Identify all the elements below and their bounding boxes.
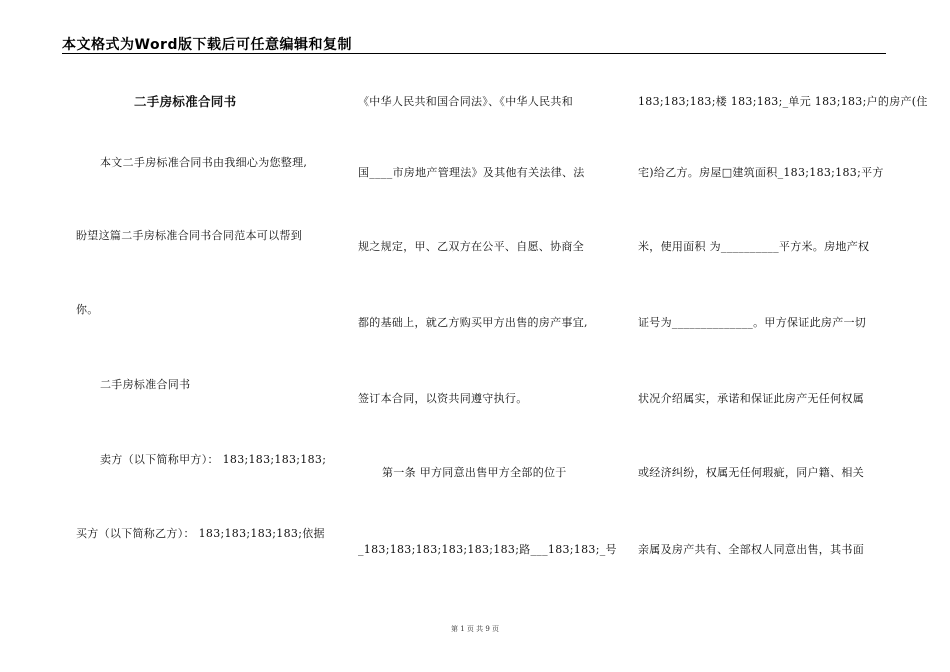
text-line: 本文二手房标准合同书由我细心为您整理,	[100, 156, 308, 169]
text-line: 宅)给乙方。房屋□建筑面积_183;183;183;平方	[638, 166, 884, 179]
text-line: 亲属及房产共有、全部权人同意出售，其书面	[638, 543, 864, 556]
text-line: 盼望这篇二手房标准合同书合同范本可以帮到	[76, 229, 302, 242]
seller-line: 卖方（以下简称甲方）： 183;183;183;183;	[100, 453, 327, 466]
text-line: 国____市房地产管理法》及其他有关法律、法	[358, 166, 585, 179]
text-line: 证号为______________。甲方保证此房产一切	[638, 316, 867, 329]
text-line: 你。	[76, 303, 99, 316]
column-1	[76, 0, 326, 672]
text-line: 规之规定，甲、乙双方在公平、自愿、协商全	[358, 240, 584, 253]
text-line: 状况介绍属实，承诺和保证此房产无任何权属	[638, 392, 864, 405]
text-line: 签订本合同，以资共同遵守执行。	[358, 392, 528, 405]
column-3	[638, 0, 928, 672]
section-heading: 二手房标准合同书	[100, 378, 191, 391]
text-line: 《中华人民共和国合同法》、《中华人民共和	[358, 95, 573, 108]
buyer-line: 买方（以下简称乙方）： 183;183;183;183;依据	[76, 527, 325, 540]
page-number: 第 1 页 共 9 页	[450, 625, 500, 633]
text-line: _183;183;183;183;183;183;路___183;183;_号	[358, 543, 617, 556]
document-banner: 本文格式为Word版下载后可任意编辑和复制	[62, 37, 352, 53]
text-line: 米，使用面积 为__________平方米。房地产权	[638, 240, 870, 253]
text-line: 或经济纠纷，权属无任何瑕疵，同户籍、相关	[638, 466, 864, 479]
text-line: 都的基础上，就乙方购买甲方出售的房产事宜,	[358, 316, 588, 329]
column-2	[358, 0, 617, 672]
text-line: 183;183;183;楼 183;183;_单元 183;183;户的房产(住	[638, 95, 928, 108]
document-title: 二手房标准合同书	[134, 94, 237, 109]
clause-heading: 第一条 甲方同意出售甲方全部的位于	[382, 466, 567, 479]
